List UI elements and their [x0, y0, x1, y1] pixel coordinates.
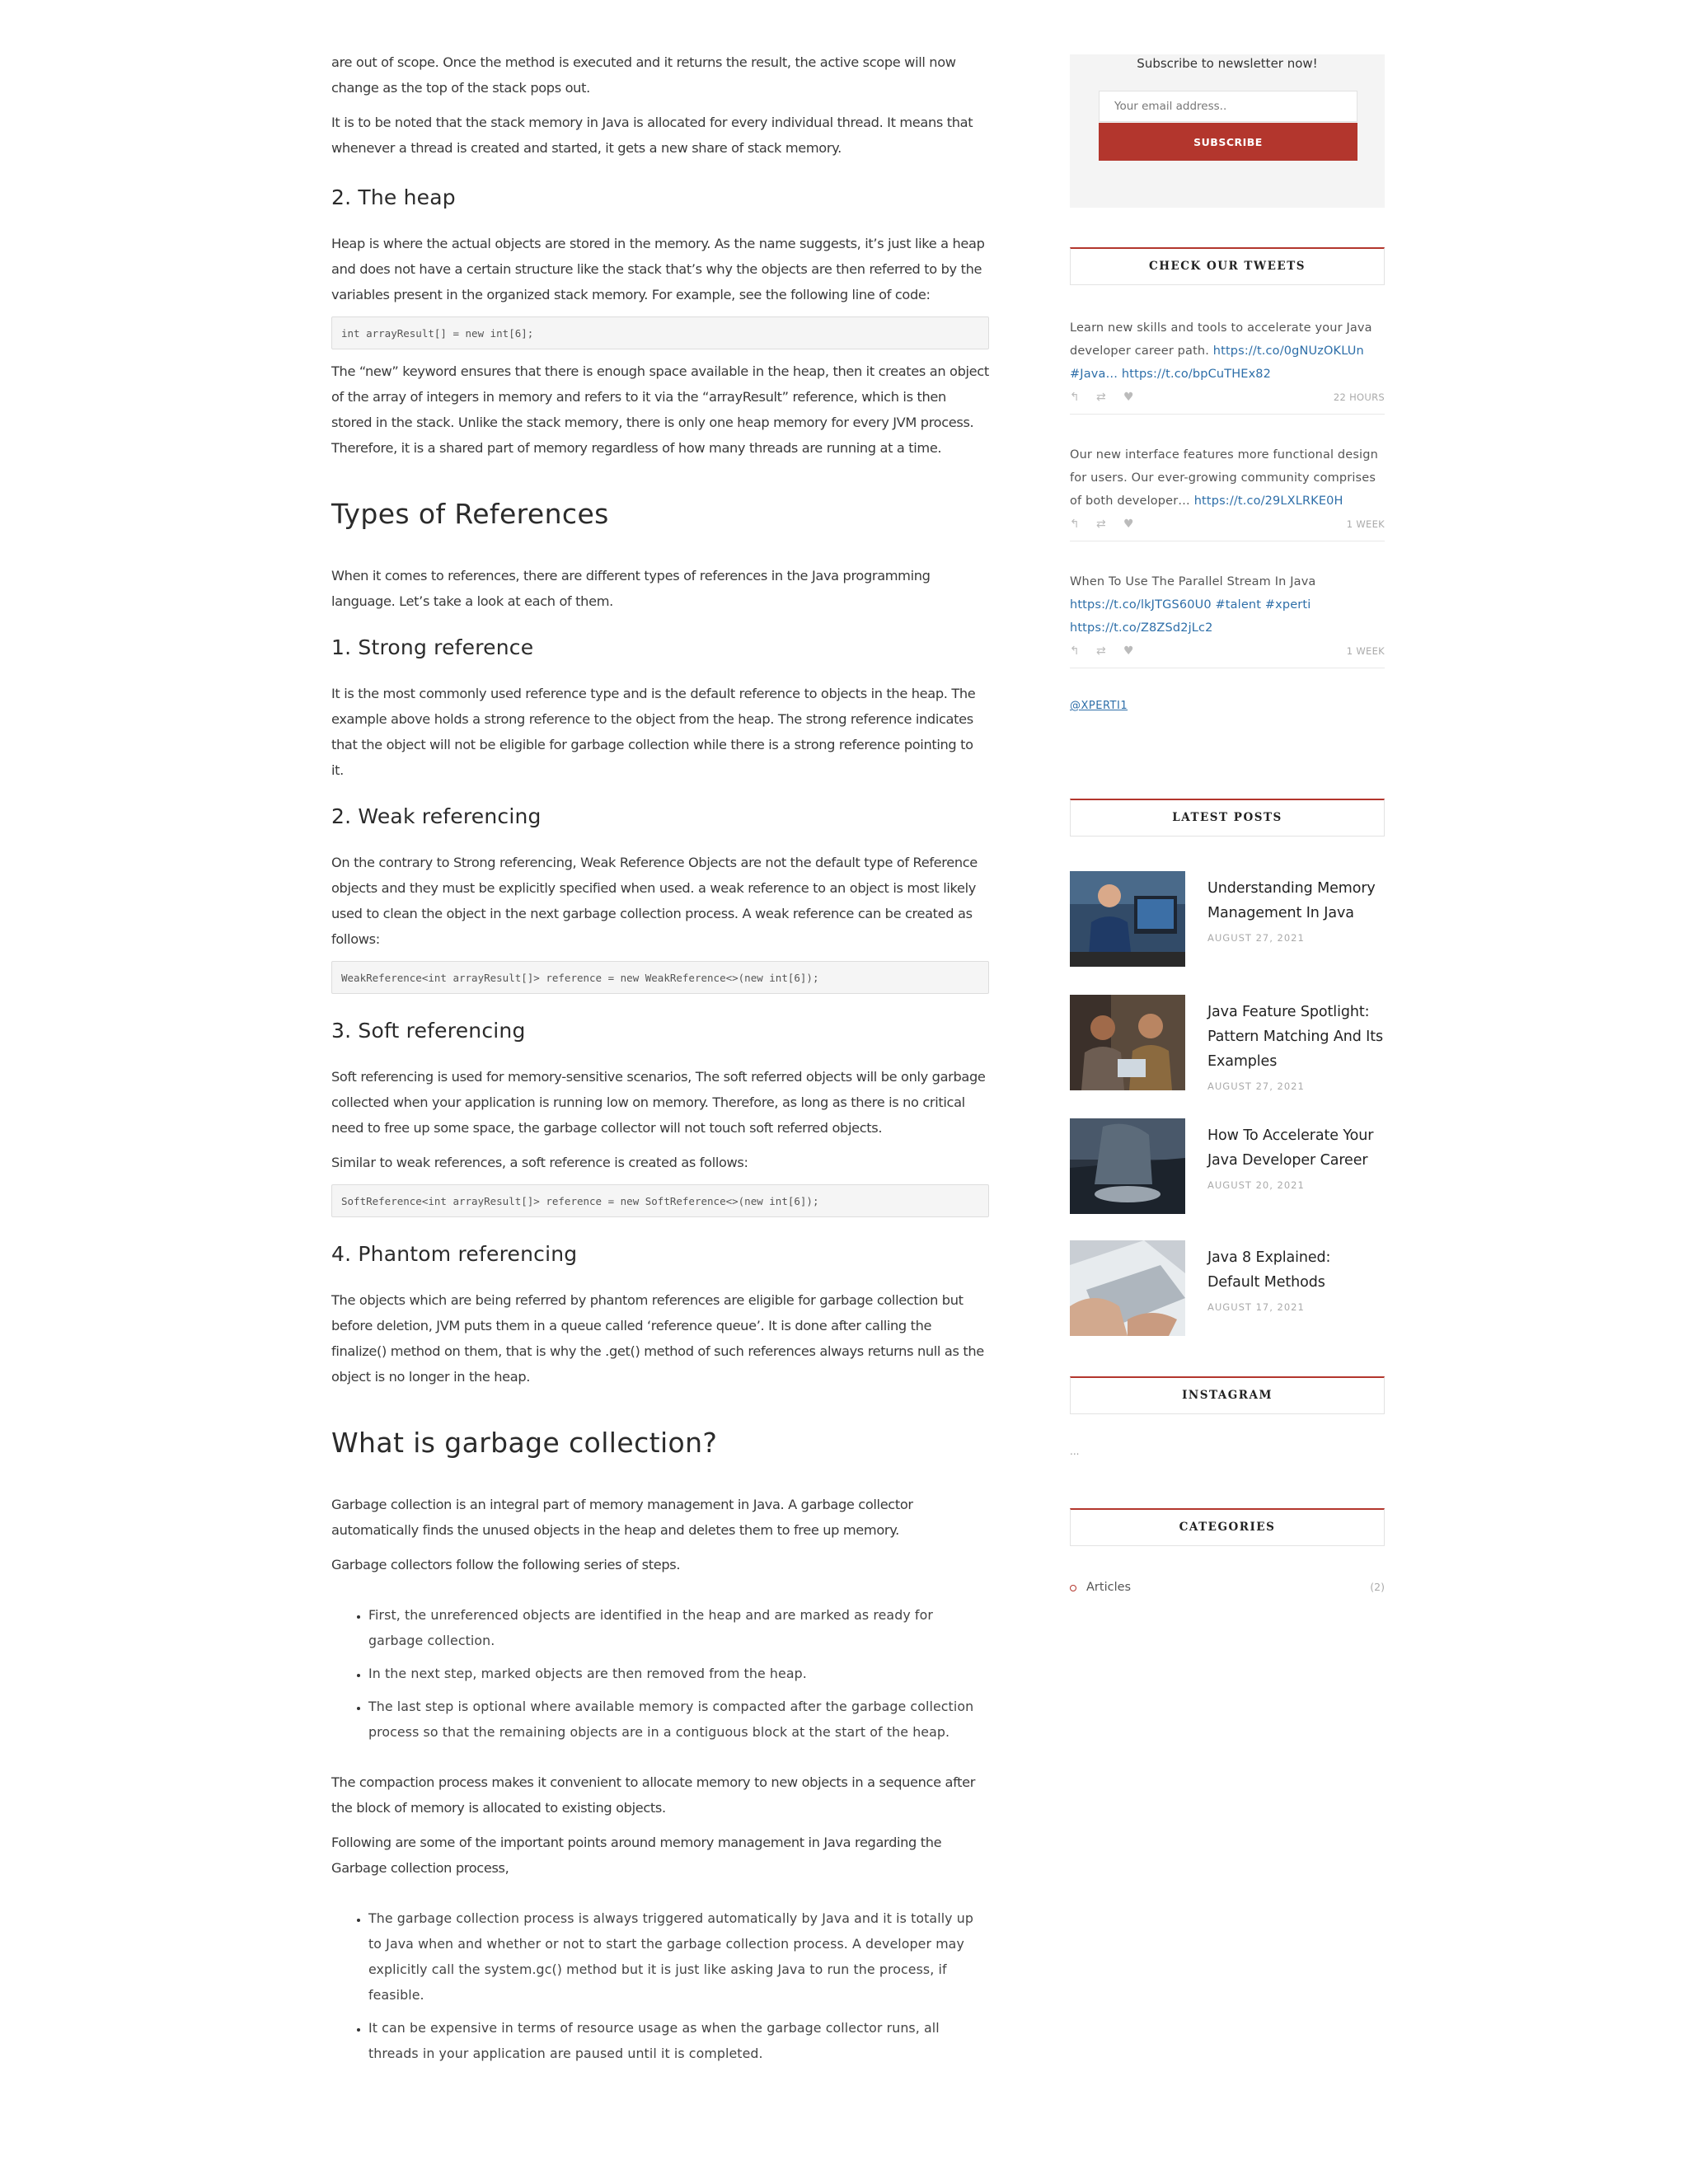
list-item: • First, the unreferenced objects are identified in the heap and are marked as ready for garbage collection.	[368, 1602, 989, 1653]
post-item[interactable]	[1070, 1118, 1385, 1214]
list-item: • The garbage collection process is always triggered automatically by Java and it is totally up to Java when and whether or not to start the garbage collection process. A developer may explicitly call the system.gc() method but it is just like asking Java to run the process, if feasible.	[368, 1905, 989, 2008]
tweet-actions	[1070, 643, 1385, 668]
paragraph: It is the most commonly used reference type and is the default reference to objects in the heap. The example above holds a strong reference to the object from the heap. The strong reference indicates that the object will not be eligible for garbage collection while there is a strong reference pointing to it.	[331, 686, 976, 778]
post-item[interactable]	[1070, 995, 1385, 1092]
sidebar	[1070, 54, 1385, 1594]
retweet-icon[interactable]: ⇄	[1096, 518, 1106, 531]
post-item[interactable]	[1070, 871, 1385, 967]
post-title[interactable]: How To Accelerate Your Java Developer Career	[1207, 1127, 1374, 1169]
post-title[interactable]: Understanding Memory Management In Java	[1207, 880, 1376, 921]
category-name[interactable]: Articles	[1086, 1581, 1132, 1594]
list-item: • The last step is optional where available memory is compacted after the garbage collection process so that the remaining objects are in a contiguous block at the start of the heap.	[368, 1694, 989, 1745]
category-count: (2)	[1370, 1581, 1385, 1593]
heading-heap: 2. The heap	[331, 185, 456, 209]
latest-posts-widget	[1070, 799, 1385, 1313]
post-item[interactable]	[1070, 1240, 1385, 1336]
gc-points-list	[331, 1905, 989, 2066]
newsletter-widget	[1070, 54, 1385, 208]
subscribe-button[interactable]: SUBSCRIBE	[1099, 123, 1357, 161]
tweet-links[interactable]: https://t.co/lkJTGS60U0 #talent #xperti https://t.co/Z8ZSd2jLc2	[1070, 598, 1311, 635]
paragraph: The “new” keyword ensures that there is enough space available in the heap, then it creates an object of the array of integers in memory and refers to it via the “arrayResult” reference, which is then stored in the stack. Unlike the stack memory, there is only one heap memory for every JVM process. Therefore, it is a shared part of memory regardless of how many threads are running at a time.	[331, 363, 989, 456]
gc-steps-list	[331, 1602, 989, 1745]
paragraph: When it comes to references, there are different types of references in the Java programming language. Let’s take a look at each of them.	[331, 568, 931, 609]
tweet	[1070, 570, 1385, 668]
heading-phantom-referencing: 4. Phantom referencing	[331, 1242, 578, 1266]
retweet-icon[interactable]: ⇄	[1096, 391, 1106, 404]
instagram-heading: INSTAGRAM	[1070, 1376, 1385, 1414]
list-item: • It can be expensive in terms of resource usage as when the garbage collector runs, all threads in your application are paused until it is completed.	[368, 2015, 989, 2066]
article-body	[331, 49, 989, 2074]
email-input[interactable]	[1099, 91, 1357, 122]
tweet-actions	[1070, 516, 1385, 541]
heading-garbage-collection: What is garbage collection?	[331, 1427, 718, 1459]
paragraph: Similar to weak references, a soft reference is created as follows:	[331, 1155, 748, 1170]
post-thumbnail[interactable]	[1070, 1118, 1185, 1214]
tweet	[1070, 443, 1385, 541]
paragraph: Following are some of the important points around memory management in Java regarding the Garbage collection process,	[331, 1835, 942, 1876]
reply-icon[interactable]: ↰	[1070, 518, 1080, 531]
tweet-actions	[1070, 389, 1385, 414]
instagram-widget	[1070, 1376, 1385, 1457]
tweet-text: When To Use The Parallel Stream In Java	[1070, 575, 1316, 588]
instagram-placeholder: ...	[1070, 1446, 1080, 1457]
paragraph: Soft referencing is used for memory-sensitive scenarios, The soft referred objects will be only garbage collected when your application is running low on memory. Therefore, as long as there is no critical need to free up some space, the garbage collector will not touch soft referred objects.	[331, 1069, 986, 1136]
heading-types-of-references: Types of References	[331, 498, 609, 530]
tweet	[1070, 316, 1385, 415]
bullet-icon	[1070, 1585, 1076, 1591]
post-title[interactable]: Java Feature Spotlight: Pattern Matching And Its Examples	[1207, 1004, 1384, 1070]
heart-icon[interactable]: ♥	[1123, 391, 1134, 404]
tweet-time: 22 HOURS	[1333, 391, 1385, 403]
heading-soft-referencing: 3. Soft referencing	[331, 1019, 526, 1043]
paragraph: Heap is where the actual objects are stored in the memory. As the name suggests, it’s just like a heap and does not have a certain structure like the stack that’s why the objects are then referred to by the variables present in the organized stack memory. For example, see the following line of code:	[331, 236, 985, 302]
tweet-text: Learn new skills and tools to accelerate your Java developer career path.	[1070, 321, 1372, 358]
category-item[interactable]	[1070, 1581, 1385, 1597]
heart-icon[interactable]: ♥	[1123, 518, 1134, 531]
post-thumbnail[interactable]	[1070, 1240, 1185, 1336]
paragraph: Garbage collectors follow the following series of steps.	[331, 1557, 681, 1572]
code-block: WeakReference<int arrayResult[]> reference = new WeakReference<>(new int[6]);	[331, 961, 989, 994]
tweet-time: 1 WEEK	[1346, 518, 1385, 530]
latest-posts-heading: LATEST POSTS	[1070, 799, 1385, 837]
tweet-time: 1 WEEK	[1346, 645, 1385, 657]
post-thumbnail[interactable]	[1070, 995, 1185, 1090]
reply-icon[interactable]: ↰	[1070, 644, 1080, 658]
code-block: int arrayResult[] = new int[6];	[331, 316, 989, 349]
categories-heading: CATEGORIES	[1070, 1508, 1385, 1546]
retweet-icon[interactable]: ⇄	[1096, 644, 1106, 658]
paragraph: It is to be noted that the stack memory in Java is allocated for every individual thread. It means that whenever a thread is created and started, it gets a new share of stack memory.	[331, 115, 973, 156]
list-item: • In the next step, marked objects are then removed from the heap.	[368, 1661, 989, 1686]
paragraph: On the contrary to Strong referencing, Weak Reference Objects are not the default type of Reference objects and they must be explicitly specified when used. a weak reference to an object is most likely used to clean the object in the next garbage collection process. A weak reference can be created as follows:	[331, 855, 978, 947]
categories-widget	[1070, 1508, 1385, 1597]
post-date: AUGUST 27, 2021	[1207, 1080, 1305, 1092]
reply-icon[interactable]: ↰	[1070, 391, 1080, 404]
post-date: AUGUST 20, 2021	[1207, 1179, 1305, 1191]
tweets-heading: CHECK OUR TWEETS	[1070, 247, 1385, 285]
heading-strong-reference: 1. Strong reference	[331, 635, 534, 659]
paragraph: Garbage collection is an integral part of memory management in Java. A garbage collector automatically finds the unused objects in the heap and deletes them to free up memory.	[331, 1497, 913, 1538]
code-block: SoftReference<int arrayResult[]> reference = new SoftReference<>(new int[6]);	[331, 1184, 989, 1217]
tweet-links[interactable]: https://t.co/29LXLRKE0H	[1193, 494, 1343, 508]
tweet-text: Our new interface features more functional design for users. Our ever-growing community comprises of both developer…	[1070, 448, 1378, 508]
paragraph: The objects which are being referred by phantom references are eligible for garbage collection but before deletion, JVM puts them in a queue called ‘reference queue’. It is done after calling the finalize() method on them, that is why the .get() method of such references always returns null as the object is no longer in the heap.	[331, 1292, 984, 1385]
heart-icon[interactable]: ♥	[1123, 644, 1134, 658]
post-thumbnail[interactable]	[1070, 871, 1185, 967]
heading-weak-referencing: 2. Weak referencing	[331, 804, 542, 828]
newsletter-title: Subscribe to newsletter now!	[1137, 56, 1318, 71]
post-date: AUGUST 27, 2021	[1207, 932, 1305, 944]
paragraph: The compaction process makes it convenient to allocate memory to new objects in a sequence after the block of memory is allocated to existing objects.	[331, 1774, 976, 1816]
tweet-links[interactable]: https://t.co/0gNUzOKLUn #Java… https://t.co/bpCuTHEx82	[1070, 344, 1364, 381]
twitter-handle-link[interactable]: @XPERTI1	[1070, 700, 1128, 712]
post-date: AUGUST 17, 2021	[1207, 1301, 1305, 1313]
tweets-widget	[1070, 247, 1385, 712]
paragraph: are out of scope. Once the method is executed and it returns the result, the active scope will now change as the top of the stack pops out.	[331, 54, 956, 96]
post-title[interactable]: Java 8 Explained: Default Methods	[1207, 1249, 1331, 1291]
